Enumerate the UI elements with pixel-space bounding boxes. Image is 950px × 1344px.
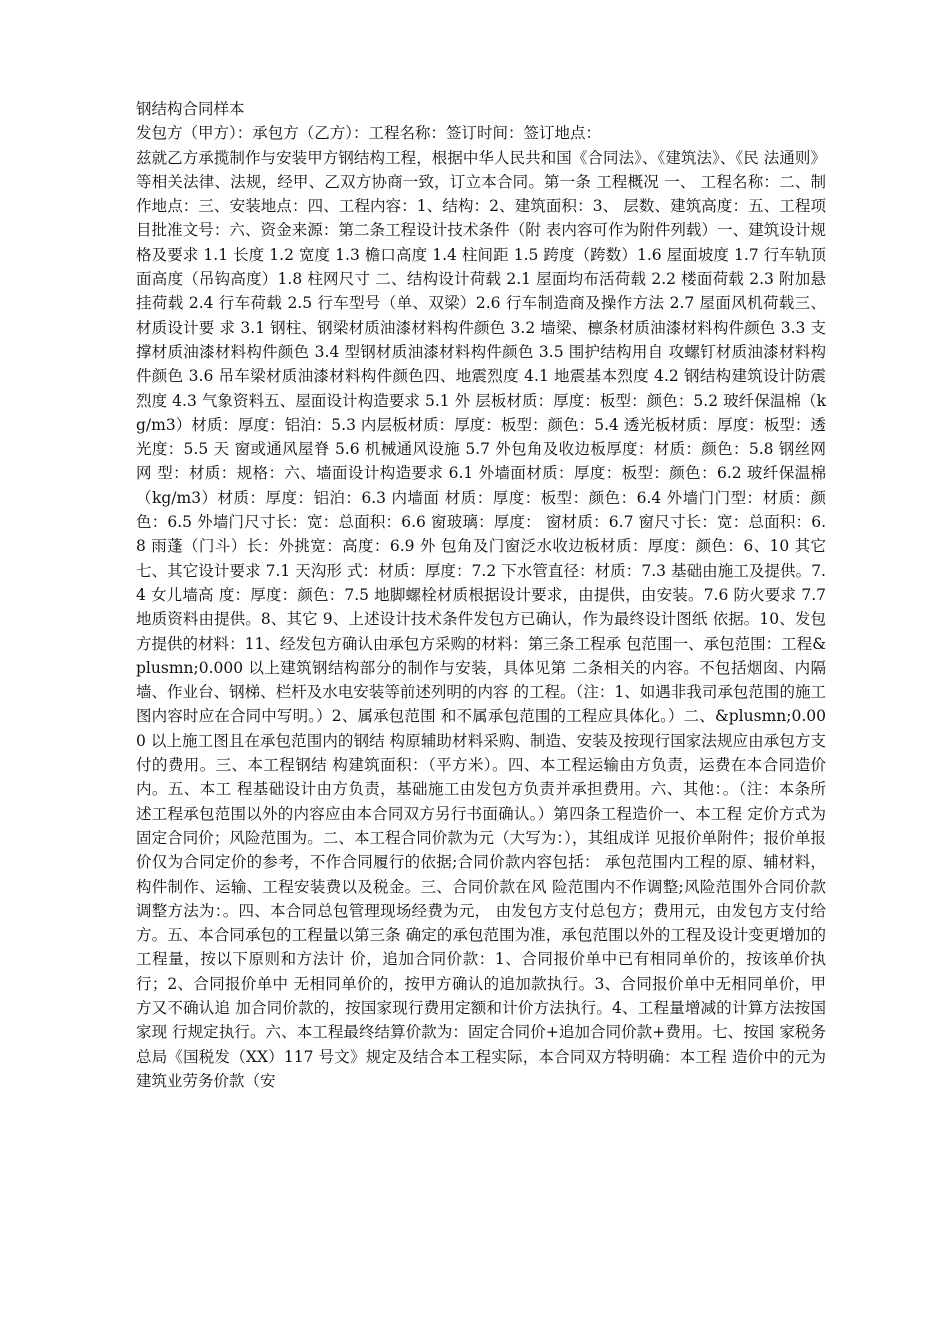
- contract-text: 兹就乙方承揽制作与安装甲方钢结构工程，根据中华人民共和国《合同法》、《建筑法》、《民 法通则》等相关法律、法规，经甲、乙双方协商一致，订立本合同。第一条 工程概况 一、 工程名称：二、制作地点：三、安装地点：四、工程内容：1、结构：2、建筑面积：3、 层数、建筑高度：五、工程项目批准文号：六、资金来源：第二条工程设计技术条件（附 表内容可作为附件列载）一、建筑设计规格及要求 1.1 长度 1.2 宽度 1.3 檐口高度 1.4 柱间距 1.5 跨度（跨数）1.6 屋面坡度 1.7 行车轨顶面高度（吊钩高度）1.8 柱网尺寸 二、结构设计荷载 2.1 屋面均布活荷载 2.2 楼面荷载 2.3 附加悬挂荷载 2.4 行车荷载 2.5 行车型号（单、双梁）2.6 行车制造商及操作方法 2.7 屋面风机荷载三、材质设计要 求 3.1 钢柱、钢梁材质油漆材料构件颜色 3.2 墙梁、檩条材质油漆材料构件颜色 3.3 支撑材质油漆材料构件颜色 3.4 型钢材质油漆材料构件颜色 3.5 围护结构用自 攻螺钉材质油漆材料构件颜色 3.6 吊车梁材质油漆材料构件颜色四、地震烈度 4.1 地震基本烈度 4.2 钢结构建筑设计防震烈度 4.3 气象资料五、屋面设计构造要求 5.1 外 层板材质：厚度：板型：颜色：5.2 玻纤保温棉（kg/m3）材质：厚度：铝泊：5.3 内层板材质：厚度：板型：颜色：5.4 透光板材质：厚度：板型：透光度：5.5 天 窗或通风屋脊 5.6 机械通风设施 5.7 外包角及收边板厚度：材质：颜色：5.8 钢丝网网 型：材质：规格：六、墙面设计构造要求 6.1 外墙面材质：厚度：板型：颜色：6.2 玻纤保温棉（kg/m3）材质：厚度：铝泊：6.3 内墙面 材质：厚度：板型：颜色：6.4 外墙门门型：材质：颜色：6.5 外墙门尺寸长：宽：总面积：6.6 窗玻璃：厚度： 窗材质：6.7 窗尺寸长：宽：总面积：6.8 雨蓬（门斗）长：外挑宽：高度：6.9 外 包角及门窗泛水收边板材质：厚度：颜色：6、10 其它七、其它设计要求 7.1 天沟形 式：材质：厚度：7.2 下水管直径：材质：7.3 基础由施工及提供。7.4 女儿墙高 度：厚度：颜色：7.5 地脚螺栓材质根据设计要求，由提供，由安装。7.6 防火要求 7.7 地质资料由提供。8、其它 9、上述设计技术条件发包方已确认，作为最终设计图纸 依据。10、发包方提供的材料：11、经发包方确认由承包方采购的材料：第三条工程承 包范围一、承包范围：工程&plusmn;0.000 以上建筑钢结构部分的制作与安装，具体见第 二条相关的内容。不包括烟囱、内隔墙、作业台、钢梯、栏杆及水电安装等前述列明的内容 的工程。（注：1、如遇非我司承包范围的施工图内容时应在合同中写明。）2、属承包范围 和不属承包范围的工程应具体化。）二、&plusmn;0.000 以上施工图且在承包范围内的钢结 构原辅助材料采购、制造、安装及按现行国家法规应由承包方支付的费用。三、本工程钢结 构建筑面积：（平方米）。四、本工程运输由方负责，运费在本合同造价内。五、本工 程基础设计由方负责，基础施工由发包方负责并承担费用。六、其他：。（注：本条所 述工程承包范围以外的内容应由本合同双方另行书面确认。）第四条工程造价一、本工程 定价方式为固定合同价；风险范围为。二、本工程合同价款为元（大写为：），其组成详 见报价单附件；报价单报价仅为合同定价的参考，不作合同履行的依据;合同价款内容包括： 承包范围内工程的原、辅材料，构件制作、运输、工程安装费以及税金。三、合同价款在风 险范围内不作调整;风险范围外合同价款调整方法为：。四、本合同总包管理现场经费为元， 由发包方支付总包方；费用元，由发包方支付给方。五、本合同承包的工程量以第三条 确定的承包范围为准，承包范围以外的工程及设计变更增加的工程量，按以下原则和方法计 价，追加合同价款：1、合同报价单中已有相同单价的，按该单价执行；2、合同报价单中 无相同单价的，按甲方确认的追加款执行。3、合同报价单中无相同单价，甲方又不确认追 加合同价款的，按国家现行费用定额和计价方法执行。4、工程量增减的计算方法按国家现 行规定执行。六、本工程最终结算价款为：固定合同价+追加合同价款+费用。七、按国 家税务总局《国税发（XX）117 号文》规定及结合本工程实际，本合同双方特明确：本工程 造价中的元为建筑业劳务价款（安: [136, 148, 826, 1090]
- parties-line: 发包方（甲方）：承包方（乙方）：工程名称：签订时间：签订地点：: [136, 124, 602, 143]
- document-body: [136, 97, 826, 1093]
- document-title: 钢结构合同样本: [136, 100, 245, 118]
